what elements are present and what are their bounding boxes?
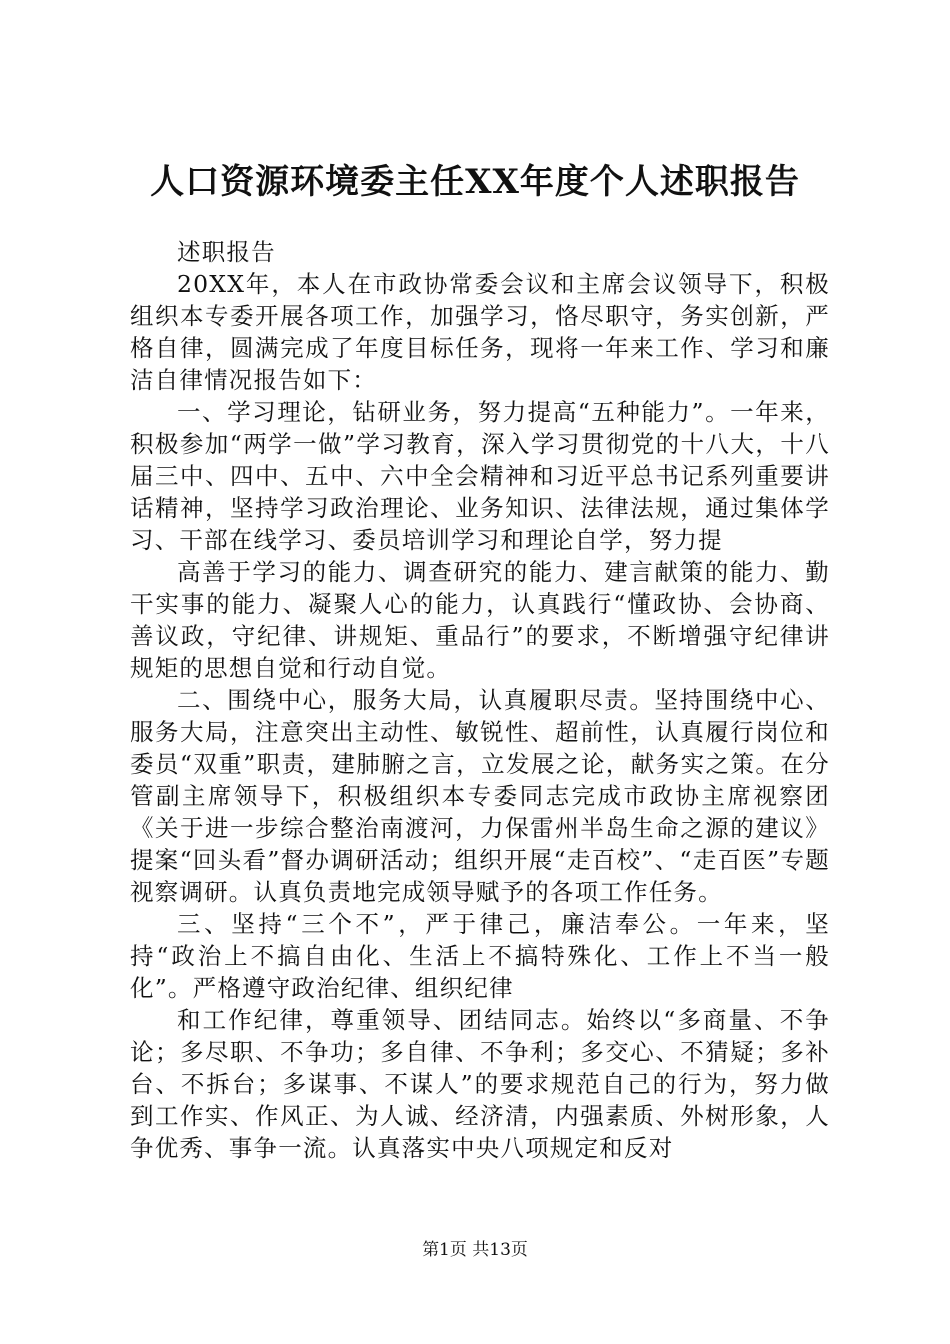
paragraph-intro: 20XX年，本人在市政协常委会议和主席会议领导下，积极组织本专委开展各项工作，加强学习，恪尽职守，务实创新，严格自律，圆满完成了年度目标任务，现将一年来工作、学习和廉洁自律情况报告如下： <box>130 270 830 394</box>
paragraph-section-1: 一、学习理论，钻研业务，努力提高“五种能力”。一年来，积极参加“两学一做”学习教育，深入学习贯彻党的十八大，十八届三中、四中、五中、六中全会精神和习近平总书记系列重要讲话精神，坚持学习政治理论、业务知识、法律法规，通过集体学习、干部在线学习、委员培训学习和理论自学，努力提 <box>130 398 830 554</box>
paragraph-section-1-cont: 高善于学习的能力、调查研究的能力、建言献策的能力、勤干实事的能力、凝聚人心的能力，认真践行“懂政协、会协商、善议政，守纪律、讲规矩、重品行”的要求，不断增强守纪律讲规矩的思想自觉和行动自觉。 <box>130 558 830 682</box>
paragraph-heading: 述职报告 <box>177 238 276 266</box>
document-body <box>130 236 830 1164</box>
paragraph-section-2: 二、围绕中心，服务大局，认真履职尽责。坚持围绕中心、服务大局，注意突出主动性、敏锐性、超前性，认真履行岗位和委员“双重”职责，建肺腑之言，立发展之论，献务实之策。在分管副主席领导下，积极组织本专委同志完成市政协主席视察团《关于进一步综合整治南渡河，力保雷州半岛生命之源的建议》提案“回头看”督办调研活动；组织开展“走百校”、“走百医”专题视察调研。认真负责地完成领导赋予的各项工作任务。 <box>130 686 830 906</box>
paragraph-section-3: 三、坚持“三个不”，严于律己，廉洁奉公。一年来，坚持“政治上不搞自由化、生活上不搞特殊化、工作上不当一般化”。严格遵守政治纪律、组织纪律 <box>130 910 830 1002</box>
document-title: 人口资源环境委主任XX年度个人述职报告 <box>150 162 800 202</box>
paragraph-section-3-cont: 和工作纪律，尊重领导、团结同志。始终以“多商量、不争论；多尽职、不争功；多自律、不争利；多交心、不猜疑；多补台、不拆台；多谋事、不谋人”的要求规范自己的行为，努力做到工作实、作风正、为人诚、经济清，内强素质、外树形象，人争优秀、事争一流。认真落实中央八项规定和反对 <box>130 1006 830 1162</box>
page-footer: 第1页 共13页 <box>422 1240 528 1260</box>
